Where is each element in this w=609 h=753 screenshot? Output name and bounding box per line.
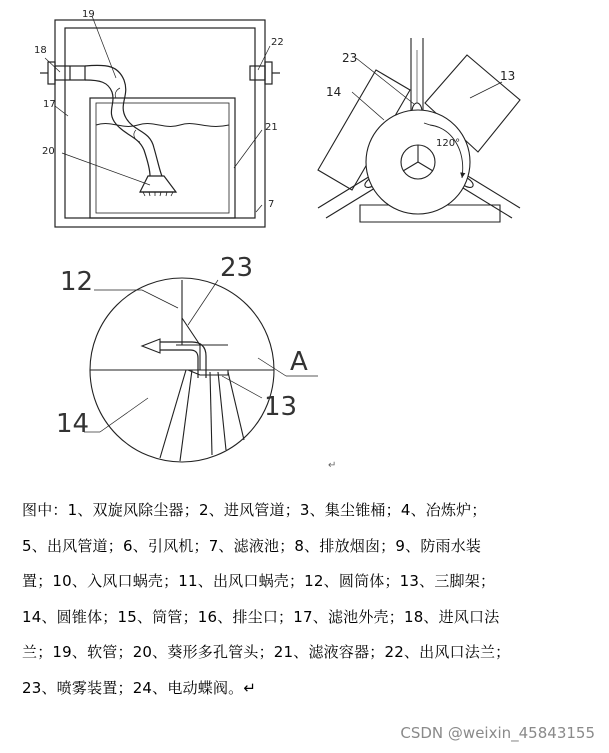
legend-line: 23、喷雾装置；24、电动蝶阀。↵ (22, 678, 257, 697)
flexible-hose (85, 65, 162, 176)
label-17: 17 (43, 99, 56, 110)
label-19: 19 (82, 9, 95, 20)
legend-line: 图中：1、双旋风除尘器；2、进风管道；3、集尘锥桶；4、冶炼炉； (22, 501, 487, 519)
inlet-flange (48, 62, 55, 84)
label-14-detail: 14 (56, 409, 90, 439)
detail-a-figure (84, 278, 318, 462)
label-12-detail: 12 (60, 267, 94, 297)
sunflower-nozzle-head (140, 176, 176, 192)
spray-device-pipe (160, 342, 206, 378)
label-14-top: 14 (326, 85, 342, 99)
legend-line: 兰；19、软管；20、葵形多孔管头；21、滤液容器；22、出风口法兰； (22, 643, 511, 661)
parts-legend (22, 493, 597, 706)
legend-line: 置；10、入风口蜗壳；11、出风口蜗壳；12、圆筒体；13、三脚架； (22, 572, 496, 590)
source-watermark: CSDN @weixin_45843155 (400, 724, 595, 742)
filter-tank-figure (40, 16, 280, 227)
label-A-detail: A (290, 347, 308, 377)
label-20: 20 (42, 146, 55, 157)
label-13-top: 13 (500, 69, 516, 83)
label-7: 7 (268, 199, 275, 210)
paragraph-mark: ↵ (328, 460, 337, 471)
angle-label: 120° (436, 138, 461, 149)
legend-line: 14、圆锥体；15、筒管；16、排尘口；17、滤池外壳；18、进风口法 (22, 607, 500, 626)
label-22: 22 (271, 37, 284, 48)
label-23-top: 23 (342, 51, 358, 65)
label-13-detail: 13 (264, 392, 298, 422)
tripod-top-view-figure (318, 38, 520, 222)
label-18: 18 (34, 45, 47, 56)
legend-line: 5、出风管道；6、引风机；7、滤液池；8、排放烟囱；9、防雨水装 (22, 536, 482, 555)
label-23-detail: 23 (220, 253, 254, 283)
label-21: 21 (265, 122, 278, 133)
flow-arrow (142, 339, 160, 353)
outlet-flange (265, 62, 272, 84)
